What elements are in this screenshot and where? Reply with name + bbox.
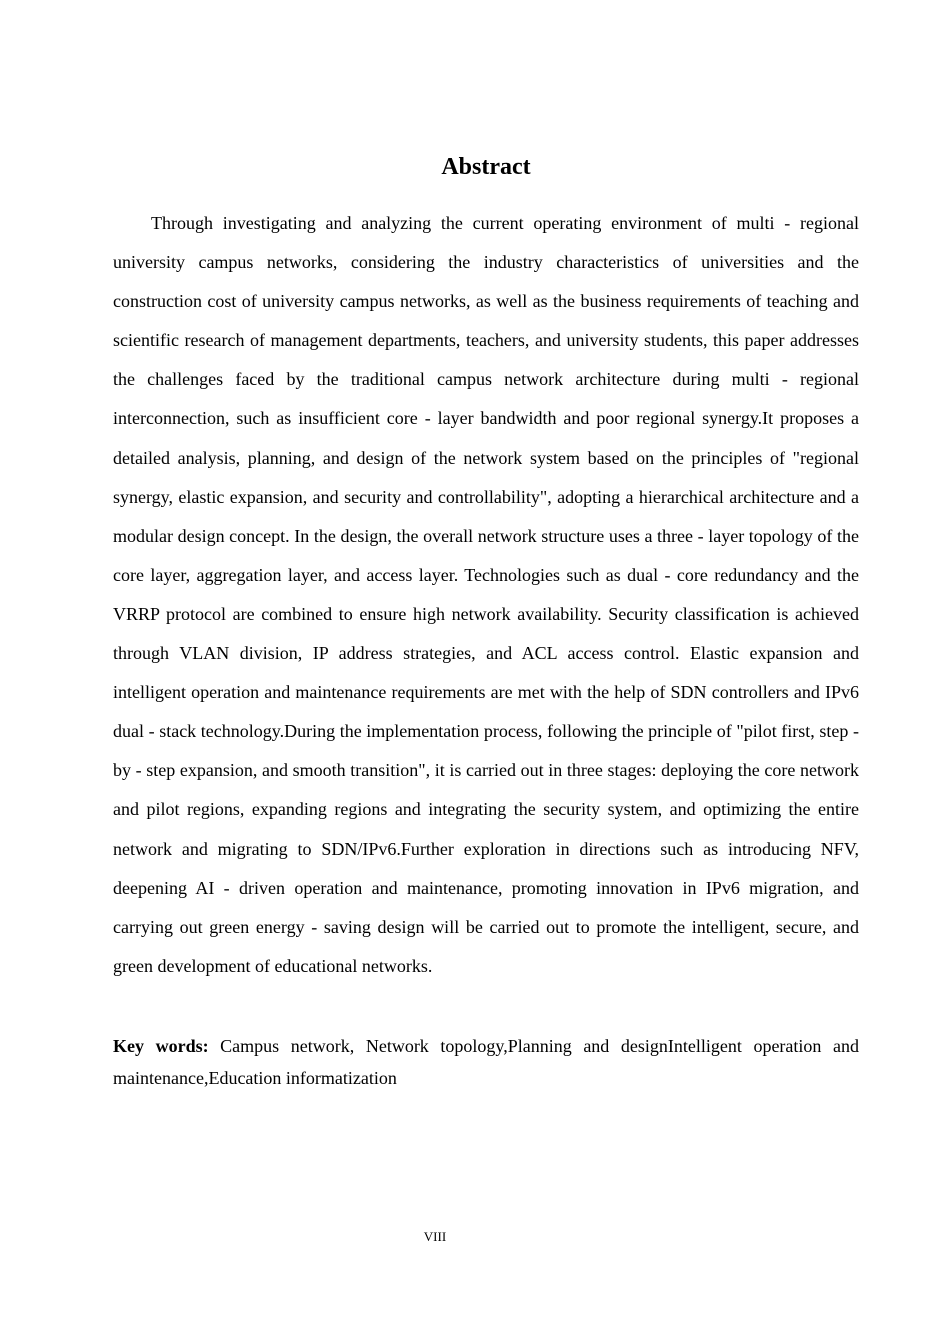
keywords-label: Key words: (113, 1036, 209, 1056)
keywords-text: Campus network, Network topology,Planning and designIntelligent operation and maintenance,Education informatization (113, 1036, 859, 1088)
abstract-body: Through investigating and analyzing the current operating environment of multi - regional university campus networks, considering the industry characteristics of universities and the construction cost of university campus networks, as well as the business requirements of teaching and scientific research of management departments, teachers, and university students, this paper addresses the challenges faced by the traditional campus network architecture during multi - regional interconnection, such as insufficient core - layer bandwidth and poor regional synergy.It proposes a detailed analysis, planning, and design of the network system based on the principles of "regional synergy, elastic expansion, and security and controllability", adopting a hierarchical architecture and a modular design concept. In the design, the overall network structure uses a three - layer topology of the core layer, aggregation layer, and access layer. Technologies such as dual - core redundancy and the VRRP protocol are combined to ensure high network availability. Security classification is achieved through VLAN division, IP address strategies, and ACL access control. Elastic expansion and intelligent operation and maintenance requirements are met with the help of SDN controllers and IPv6 dual - stack technology.During the implementation process, following the principle of "pilot first, step - by - step expansion, and smooth transition", it is carried out in three stages: deploying the core network and pilot regions, expanding regions and integrating the security system, and optimizing the entire network and migrating to SDN/IPv6.Further exploration in directions such as introducing NFV, deepening AI - driven operation and maintenance, promoting innovation in IPv6 migration, and carrying out green energy - saving design will be carried out to promote the intelligent, secure, and green development of educational networks. (113, 213, 859, 976)
page-number: VIII (423, 1229, 447, 1244)
abstract-title: Abstract (441, 154, 531, 180)
keywords-paragraph (113, 1030, 859, 1094)
